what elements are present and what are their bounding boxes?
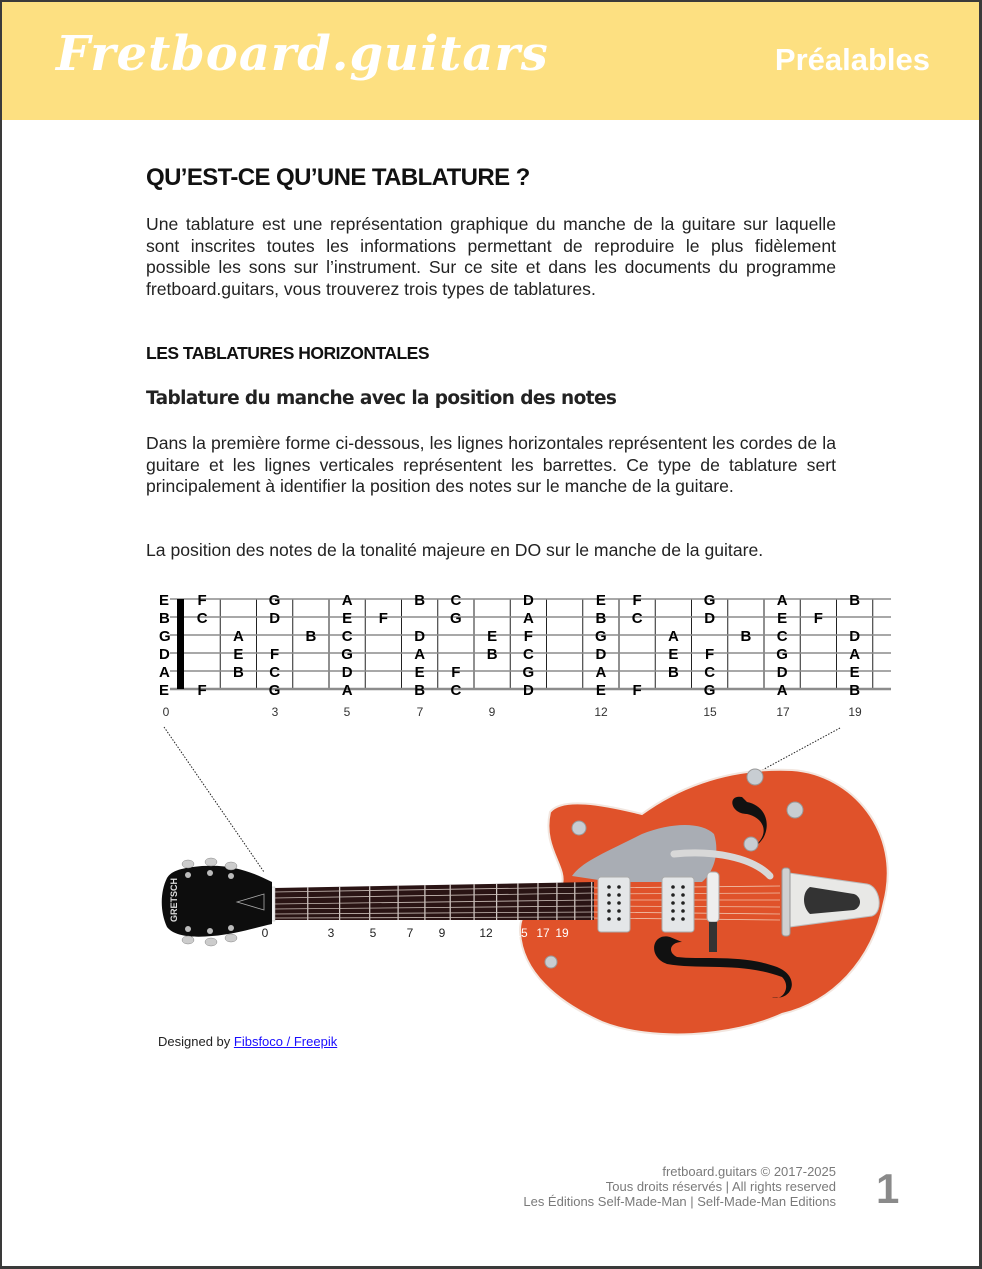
note-label: E (595, 682, 606, 699)
neck-fret-marker: 17 (536, 926, 550, 940)
tablature-grid (2, 582, 979, 732)
note-label: E (777, 610, 788, 627)
description-paragraph: Dans la première forme ci-dessous, les lignes horizontales représentent les cordes de la guitare et les lignes verticales représentent les barrettes. Ce type de tablature sert principalement à identifier la position des notes sur le manche de la guitare. (146, 433, 836, 497)
note-label: C (704, 664, 716, 681)
note-label: G (522, 664, 535, 681)
note-label: D (704, 610, 716, 627)
intro-paragraph: Une tablature est une représentation graphique du manche de la guitare sur laquelle sont inscrites toutes les informations permettant de reproduire le plus fidèlement possible les sons sur l’instrument. Sur ce site et dans les documents du programme fretboard.guitars, vous trouverez trois types de tablatures. (146, 214, 836, 299)
note-label: E (849, 664, 860, 681)
output-jack (545, 956, 557, 968)
string-name: B (159, 610, 170, 627)
neck-fret-marker: 7 (406, 926, 414, 940)
neck-pickup (598, 877, 630, 932)
knob (572, 821, 586, 835)
image-credit (158, 1034, 337, 1049)
note-label: F (632, 592, 642, 609)
zoom-line-left (164, 727, 264, 872)
note-label: G (776, 646, 788, 663)
note-label: F (197, 682, 207, 699)
fret-marker: 19 (848, 705, 862, 719)
page-footer (523, 1164, 836, 1210)
note-label: A (414, 646, 426, 663)
note-label: B (667, 664, 679, 681)
note-label: F (270, 646, 280, 663)
note-label: F (632, 682, 642, 699)
note-label: D (414, 628, 426, 645)
neck-fret-marker: 19 (555, 926, 569, 940)
note-label: E (414, 664, 425, 681)
string-name: D (159, 646, 170, 663)
note-label: F (523, 628, 533, 645)
subheading: Tablature du manche avec la position des notes (146, 388, 617, 409)
note-label: C (776, 628, 788, 645)
string-name: E (159, 592, 170, 609)
document-page (2, 2, 979, 1266)
brand-logo: Fretboard.guitars (56, 26, 549, 82)
footer-rights: Tous droits réservés | All rights reserved (605, 1179, 836, 1195)
note-label: D (341, 664, 353, 681)
neck-fret-marker: 9 (438, 926, 446, 940)
neck-fret-marker: 15 (514, 926, 528, 940)
fret-marker: 3 (271, 705, 279, 719)
note-label: F (378, 610, 388, 627)
section-heading: LES TABLATURES HORIZONTALES (146, 343, 430, 363)
neck-fret-marker: 5 (369, 926, 377, 940)
tailpiece-bar (782, 868, 790, 936)
footer-copyright: fretboard.guitars © 2017-2025 (662, 1164, 836, 1179)
neck-fret-marker: 12 (479, 926, 493, 940)
note-label: D (595, 646, 607, 663)
note-label: A (849, 646, 861, 663)
section-label: Préalables (774, 42, 930, 77)
note-label: B (486, 646, 498, 663)
credit-link[interactable]: Fibsfoco / Freepik (233, 1034, 338, 1049)
neck-fret-marker: 3 (327, 926, 335, 940)
fret-marker: 7 (416, 705, 424, 719)
fret-marker: 17 (776, 705, 790, 719)
credit-prefix: Designed by (158, 1034, 234, 1049)
note-label: C (269, 664, 281, 681)
nut (177, 599, 184, 689)
fret-marker: 0 (162, 705, 170, 719)
note-label: F (197, 592, 207, 609)
string-name: E (159, 682, 170, 699)
note-label: B (232, 664, 244, 681)
note-label: A (232, 628, 244, 645)
fretboard-tablature (2, 582, 979, 732)
note-label: B (849, 682, 861, 699)
note-label: B (595, 610, 607, 627)
note-label: A (595, 664, 607, 681)
note-label: G (703, 682, 716, 699)
fret-marker: 5 (343, 705, 351, 719)
footer-publisher: Les Éditions Self-Made-Man | Self-Made-Man Editions (523, 1194, 836, 1210)
note-label: D (269, 610, 281, 627)
note-label: C (450, 682, 462, 699)
neck-fret-marker: 0 (261, 926, 269, 940)
caption-paragraph: La position des notes de la tonalité majeure en DO sur le manche de la guitare. (146, 540, 764, 560)
guitar-illustration (2, 722, 979, 1062)
note-label: B (414, 682, 426, 699)
note-label: D (522, 682, 534, 699)
page-number: 1 (876, 1165, 900, 1212)
note-label: A (341, 592, 353, 609)
note-label: G (703, 592, 716, 609)
neck-fret-markers (262, 926, 569, 940)
page-title: QU’EST-CE QU’UNE TABLATURE ? (146, 164, 530, 191)
note-label: F (451, 664, 461, 681)
note-label: F (813, 610, 823, 627)
note-label: G (595, 628, 607, 645)
bridge (707, 872, 719, 922)
guitar-image (2, 722, 979, 1062)
note-label: G (341, 646, 353, 663)
bridge-pickup (662, 877, 694, 932)
note-label: E (233, 646, 244, 663)
page-header (2, 2, 979, 120)
note-label: D (849, 628, 861, 645)
note-label: F (705, 646, 715, 663)
note-label: B (849, 592, 861, 609)
note-label: G (268, 592, 281, 609)
note-label: G (268, 682, 281, 699)
note-label: E (668, 646, 679, 663)
note-label: A (776, 682, 788, 699)
note-label: A (776, 592, 788, 609)
note-label: B (414, 592, 426, 609)
knob (787, 802, 803, 818)
note-label: C (341, 628, 353, 645)
fret-marker: 12 (594, 705, 608, 719)
note-label: A (522, 610, 534, 627)
note-label: C (522, 646, 534, 663)
note-label: C (450, 592, 462, 609)
note-label: C (196, 610, 208, 627)
note-label: E (595, 592, 606, 609)
string-name: G (159, 628, 171, 645)
note-label: C (631, 610, 643, 627)
bridge-base (709, 922, 717, 952)
note-label: A (667, 628, 679, 645)
knob (747, 769, 763, 785)
headstock-logo: GRETSCH (169, 877, 179, 922)
note-label: G (450, 610, 462, 627)
note-label: E (342, 610, 353, 627)
string-name: A (159, 664, 170, 681)
note-label: A (341, 682, 353, 699)
note-label: B (740, 628, 752, 645)
knob (744, 837, 758, 851)
note-label: D (522, 592, 534, 609)
note-label: B (305, 628, 317, 645)
note-label: D (776, 664, 788, 681)
note-label: E (487, 628, 498, 645)
fret-marker: 9 (488, 705, 496, 719)
fret-marker: 15 (703, 705, 717, 719)
